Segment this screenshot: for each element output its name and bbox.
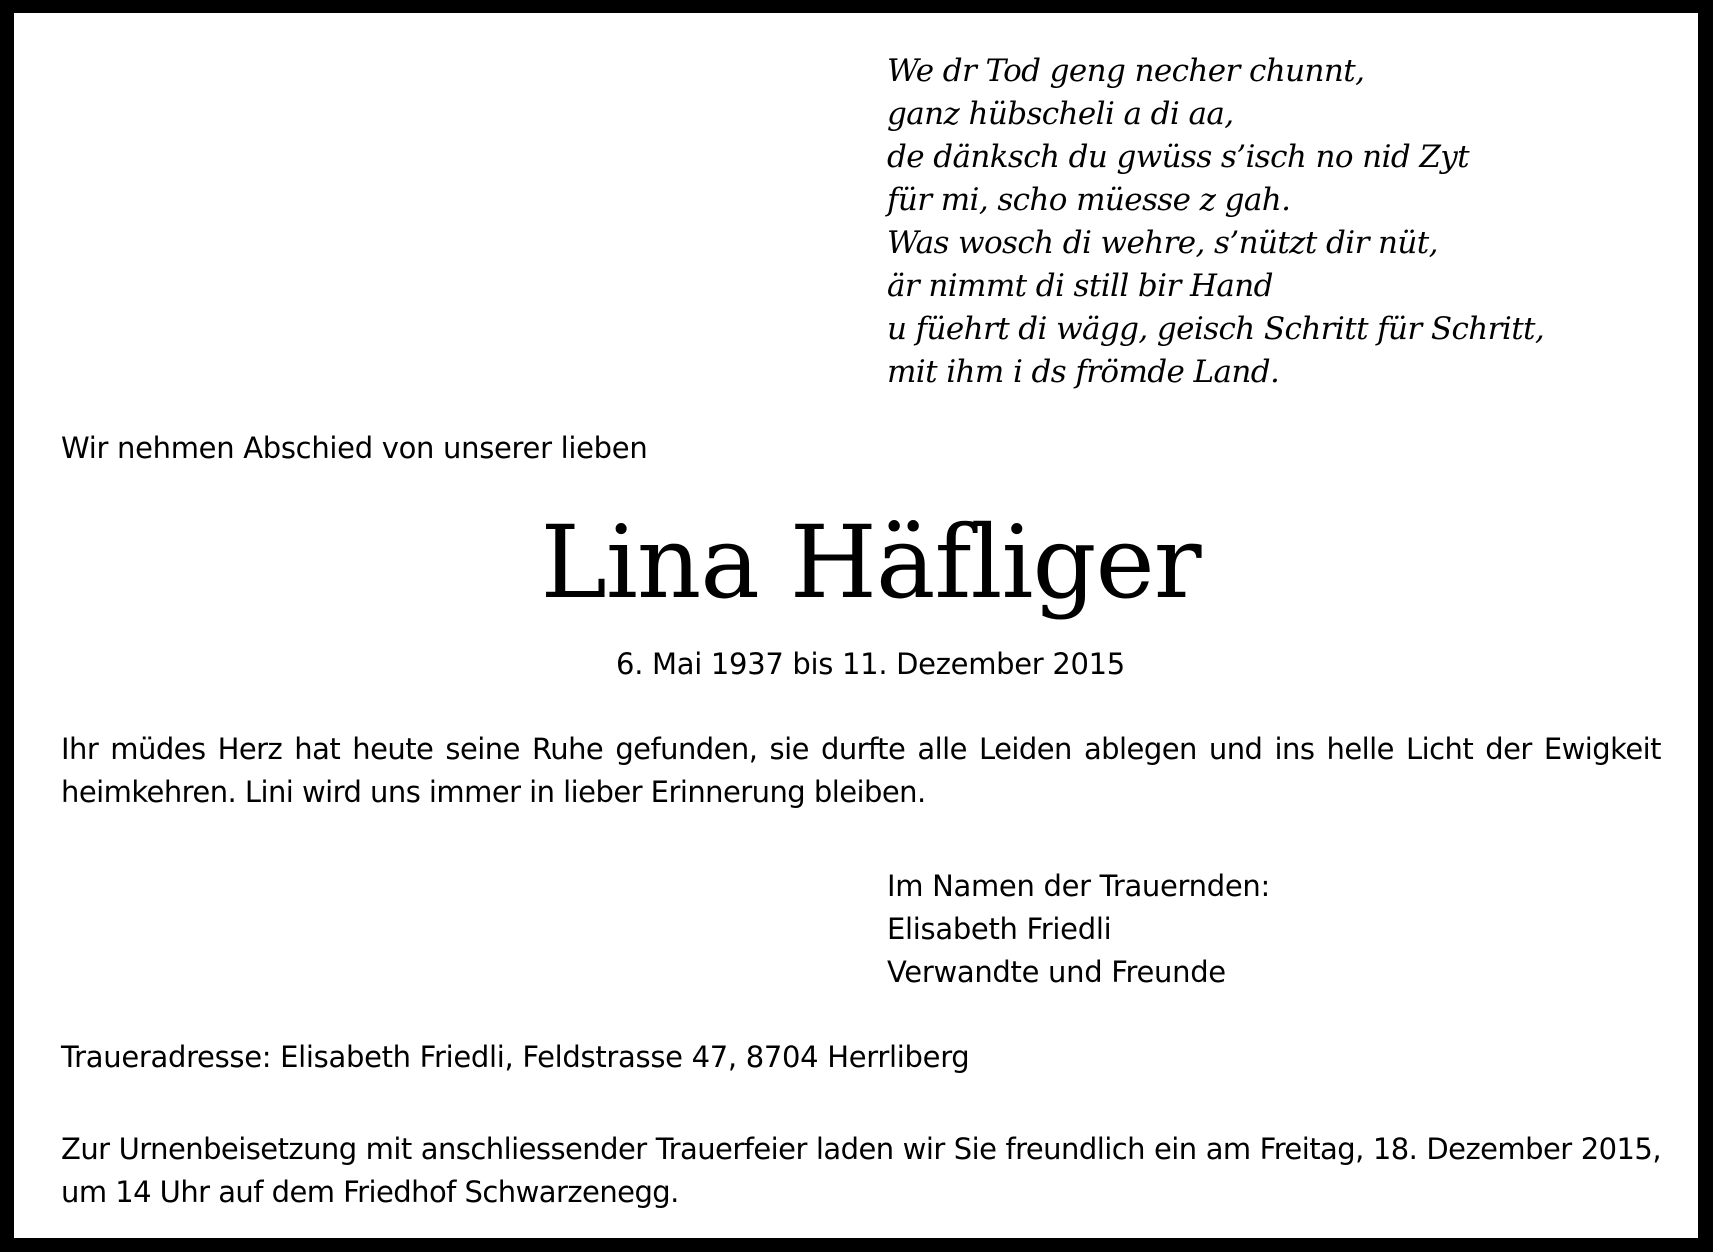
poem-line: ganz hübscheli a di aa, [887,96,1234,132]
deceased-name: Lina Häfliger [540,504,1201,621]
poem-line: für mi, scho müesse z gah. [887,182,1291,218]
poem-line: mit ihm i ds frömde Land. [887,354,1280,390]
poem-line: We dr Tod geng necher chunnt, [887,53,1365,89]
signature-line: Elisabeth Friedli [887,912,1112,946]
ceremony-announcement: Zur Urnenbeisetzung mit anschliessender Trauerfeier laden wir Sie freundlich ein am Freitag, 18. Dezember 2015, um 14 Uhr auf dem Friedhof Schwarzenegg. [61,1132,1661,1209]
poem-line: de dänksch du gwüss s’isch no nid Zyt [887,139,1470,175]
mourning-address: Traueradresse: Elisabeth Friedli, Feldstrasse 47, 8704 Herrliberg [61,1040,970,1074]
signature-line: Verwandte und Freunde [887,955,1226,989]
poem-line: u füehrt di wägg, geisch Schritt für Schritt, [887,311,1545,347]
life-dates: 6. Mai 1937 bis 11. Dezember 2015 [616,647,1125,681]
signature-line: Im Namen der Trauernden: [887,869,1270,903]
signature-block [887,865,1270,994]
intro-text: Wir nehmen Abschied von unserer lieben [61,431,648,465]
poem [887,50,1544,394]
poem-line: är nimmt di still bir Hand [887,268,1273,304]
poem-line: Was wosch di wehre, s’nützt dir nüt, [887,225,1438,261]
memorial-message: Ihr müdes Herz hat heute seine Ruhe gefunden, sie durfte alle Leiden ablegen und ins helle Licht der Ewigkeit heimkehren. Lini wird uns immer in lieber Erinnerung bleiben. [61,732,1661,809]
obituary-notice [14,13,1698,1238]
